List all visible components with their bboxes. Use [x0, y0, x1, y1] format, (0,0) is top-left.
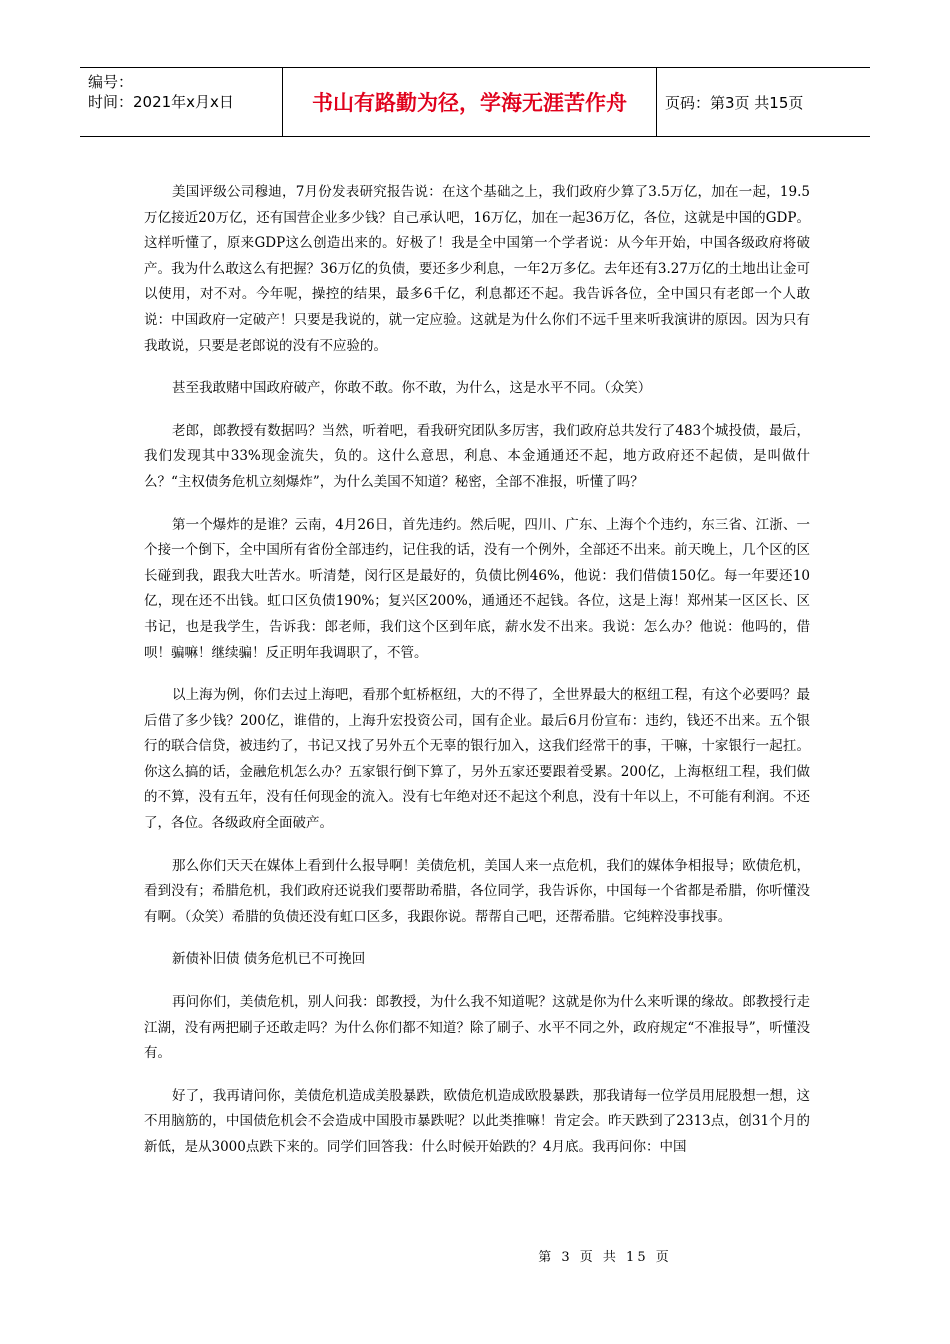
header-page-info: 页码：第3页 共15页	[665, 93, 804, 112]
section-heading: 新债补旧债 债务危机已不可挽回	[172, 951, 366, 968]
paragraph-6: 那么你们天天在媒体上看到什么报导啊！美债危机，美国人来一点危机，我们的媒体争相报导；欧债危机，看到没有；希腊危机，我们政府还说我们要帮助希腊，各位同学，我告诉你，中国每一个省都是希腊，你听懂没有啊。（众笑）希腊的负债还没有虹口区多，我跟你说。帮帮自己吧，还帮希腊。它纯粹没事找事。	[144, 857, 810, 925]
page-footer: 第 3 页 共 15 页	[538, 1250, 672, 1265]
paragraph-3: 老郎，郎教授有数据吗？当然，听着吧，看我研究团队多厉害，我们政府总共发行了483个城投债，最后，我们发现其中33%现金流失，负的。这什么意思，利息、本金通通还不起，地方政府还不起债，是叫做什么？“主权债务危机立刻爆炸”，为什么美国不知道？秘密，全部不准报，听懂了吗？	[144, 422, 810, 490]
document-body	[144, 180, 810, 1178]
paragraph-2: 甚至我敢赌中国政府破产，你敢不敢。你不敢，为什么，这是水平不同。（众笑）	[172, 380, 652, 397]
paragraph-1: 美国评级公司穆迪，7月份发表研究报告说：在这个基础之上，我们政府少算了3.5万亿，加在一起，19.5万亿接近20万亿，还有国营企业多少钱？自己承认吧，16万亿，加在一起36万亿，各位，这就是中国的GDP。这样听懂了，原来GDP这么创造出来的。好极了！我是全中国第一个学者说：从今年开始，中国各级政府将破产。我为什么敢这么有把握？36万亿的负债，要还多少利息，一年2万多亿。去年还有3.27万亿的土地出让金可以使用，对不对。今年呢，操控的结果，最多6千亿，利息都还不起。我告诉各位，全中国只有老郎一个人敢说：中国政府一定破产！只要是我说的，就一定应验。这就是为什么你们不远千里来听我演讲的原因。因为只有我敢说，只要是老郎说的没有不应验的。	[144, 184, 810, 354]
date-line: 时间：2021年x月x日	[88, 93, 234, 111]
paragraph-7: 再问你们，美债危机，别人问我：郎教授，为什么我不知道呢？这就是你为什么来听课的缘故。郎教授行走江湖，没有两把刷子还敢走吗？为什么你们都不知道？除了刷子、水平不同之外，政府规定“不准报导”，听懂没有。	[144, 994, 810, 1062]
paragraph-4: 第一个爆炸的是谁？云南，4月26日，首先违约。然后呢，四川、广东、上海个个违约，东三省、江浙、一个接一个倒下，全中国所有省份全部违约，记住我的话，没有一个例外，全部还不出来。前天晚上，几个区的区长碰到我，跟我大吐苦水。听清楚，闵行区是最好的，负债比例46%，他说：我们借债150亿。每一年要还10亿，现在还不出钱。虹口区负债190%；复兴区200%，通通还不起钱。各位，这是上海！郑州某一区区长、区书记，也是我学生，告诉我：郎老师，我们这个区到年底，薪水发不出来。我说：怎么办？他说：他吗的，借呗！骗嘛！继续骗！反正明年我调职了，不管。	[144, 516, 810, 661]
paragraph-5: 以上海为例，你们去过上海吧，看那个虹桥枢纽，大的不得了，全世界最大的枢纽工程，有这个必要吗？最后借了多少钱？200亿，谁借的，上海升宏投资公司，国有企业。最后6月份宣布：违约，钱还不出来。五个银行的联合信贷，被违约了，书记又找了另外五个无辜的银行加入，这我们经常干的事，干嘛，十家银行一起扛。你这么搞的话，金融危机怎么办？五家银行倒下算了，另外五家还要跟着受累。200亿，上海枢纽工程，我们做的不算，没有五年，没有任何现金的流入。没有七年绝对还不起这个利息，没有十年以上，不可能有利润。不还了，各位。各级政府全面破产。	[144, 687, 810, 832]
page-header	[80, 67, 870, 137]
header-motto: 书山有路勤为径，学海无涯苦作舟	[283, 68, 657, 136]
serial-label: 编号：	[88, 73, 134, 91]
header-meta	[80, 68, 283, 136]
paragraph-8: 好了，我再请问你，美债危机造成美股暴跌，欧债危机造成欧股暴跌，那我请每一位学员用屁股想一想，这不用脑筋的，中国债危机会不会造成中国股市暴跌呢？以此类推嘛！肯定会。昨天跌到了2313点，创31个月的新低，是从3000点跌下来的。同学们回答我：什么时候开始跌的？4月底。我再问你：中国	[144, 1087, 810, 1155]
